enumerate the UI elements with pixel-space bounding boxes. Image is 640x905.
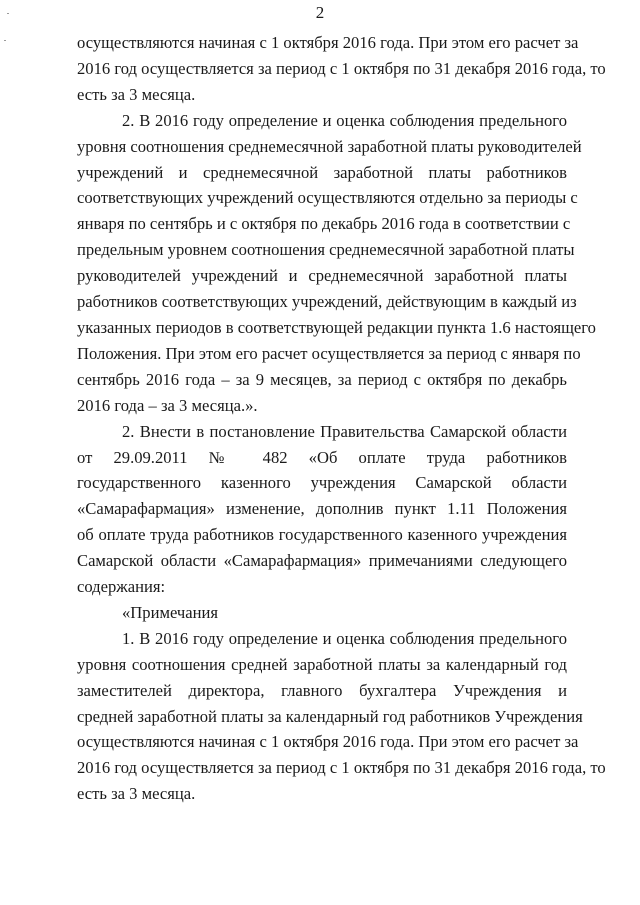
text-line: соответствующих учреждений осуществляются отдельно за периоды с — [77, 188, 578, 208]
paragraph-item-2 — [77, 108, 596, 419]
text-line: 2016 года – за 3 месяца.». — [77, 395, 258, 415]
text-line: осуществляются начиная с 1 октября 2016 года. При этом его расчет за — [77, 732, 579, 752]
text-line: руководителей учреждений и среднемесячной заработной платы — [77, 266, 567, 286]
paragraph-amendment — [77, 419, 567, 600]
text-line: 1. В 2016 году определение и оценка соблюдения предельного — [122, 628, 567, 648]
scan-speck — [7, 13, 9, 14]
page-number: 2 — [315, 3, 325, 22]
text-line: 2. Внести в постановление Правительства Самарской области — [122, 421, 567, 441]
text-line: работников соответствующих учреждений, действующим в каждый из — [77, 292, 577, 312]
text-line: уровня соотношения среднемесячной заработной платы руководителей — [77, 136, 582, 156]
text-line: «Примечания — [122, 602, 219, 622]
text-line: государственного казенного учреждения Самарской области — [77, 473, 567, 493]
text-line: заместителей директора, главного бухгалтера Учреждения и — [77, 680, 567, 700]
document-body — [77, 30, 606, 807]
text-line: Самарской области «Самарафармация» примечаниями следующего — [77, 551, 567, 571]
paragraph-continuation — [77, 30, 606, 108]
paragraph-note-1 — [77, 626, 606, 807]
text-line: Положения. При этом его расчет осуществляется за период с января по — [77, 343, 581, 363]
text-line: осуществляются начиная с 1 октября 2016 года. При этом его расчет за — [77, 33, 579, 52]
text-line: указанных периодов в соответствующей редакции пункта 1.6 настоящего — [77, 317, 596, 337]
text-line: есть за 3 месяца. — [77, 84, 196, 104]
text-line: от 29.09.2011 № 482 «Об оплате труда работников — [77, 447, 567, 467]
text-line: средней заработной платы за календарный год работников Учреждения — [77, 706, 583, 726]
text-line: сентябрь 2016 года – за 9 месяцев, за период с октября по декабрь — [77, 369, 567, 389]
text-line: предельным уровнем соотношения среднемесячной заработной платы — [77, 240, 575, 260]
notes-heading — [77, 600, 567, 626]
text-line: об оплате труда работников государственного казенного учреждения — [77, 525, 567, 545]
text-line: «Самарафармация» изменение, дополнив пункт 1.11 Положения — [77, 499, 567, 519]
text-line: 2016 год осуществляется за период с 1 октября по 31 декабря 2016 года, то — [77, 58, 606, 78]
text-line: 2. В 2016 году определение и оценка соблюдения предельного — [122, 110, 567, 130]
text-line: есть за 3 месяца. — [77, 784, 196, 804]
text-line: учреждений и среднемесячной заработной платы работников — [77, 162, 567, 182]
text-line: содержания: — [77, 577, 166, 597]
text-line: уровня соотношения средней заработной платы за календарный год — [77, 654, 567, 674]
text-line: 2016 год осуществляется за период с 1 октября по 31 декабря 2016 года, то — [77, 758, 606, 778]
text-line: января по сентябрь и с октября по декабрь 2016 года в соответствии с — [77, 214, 571, 234]
scan-speck — [4, 40, 6, 41]
